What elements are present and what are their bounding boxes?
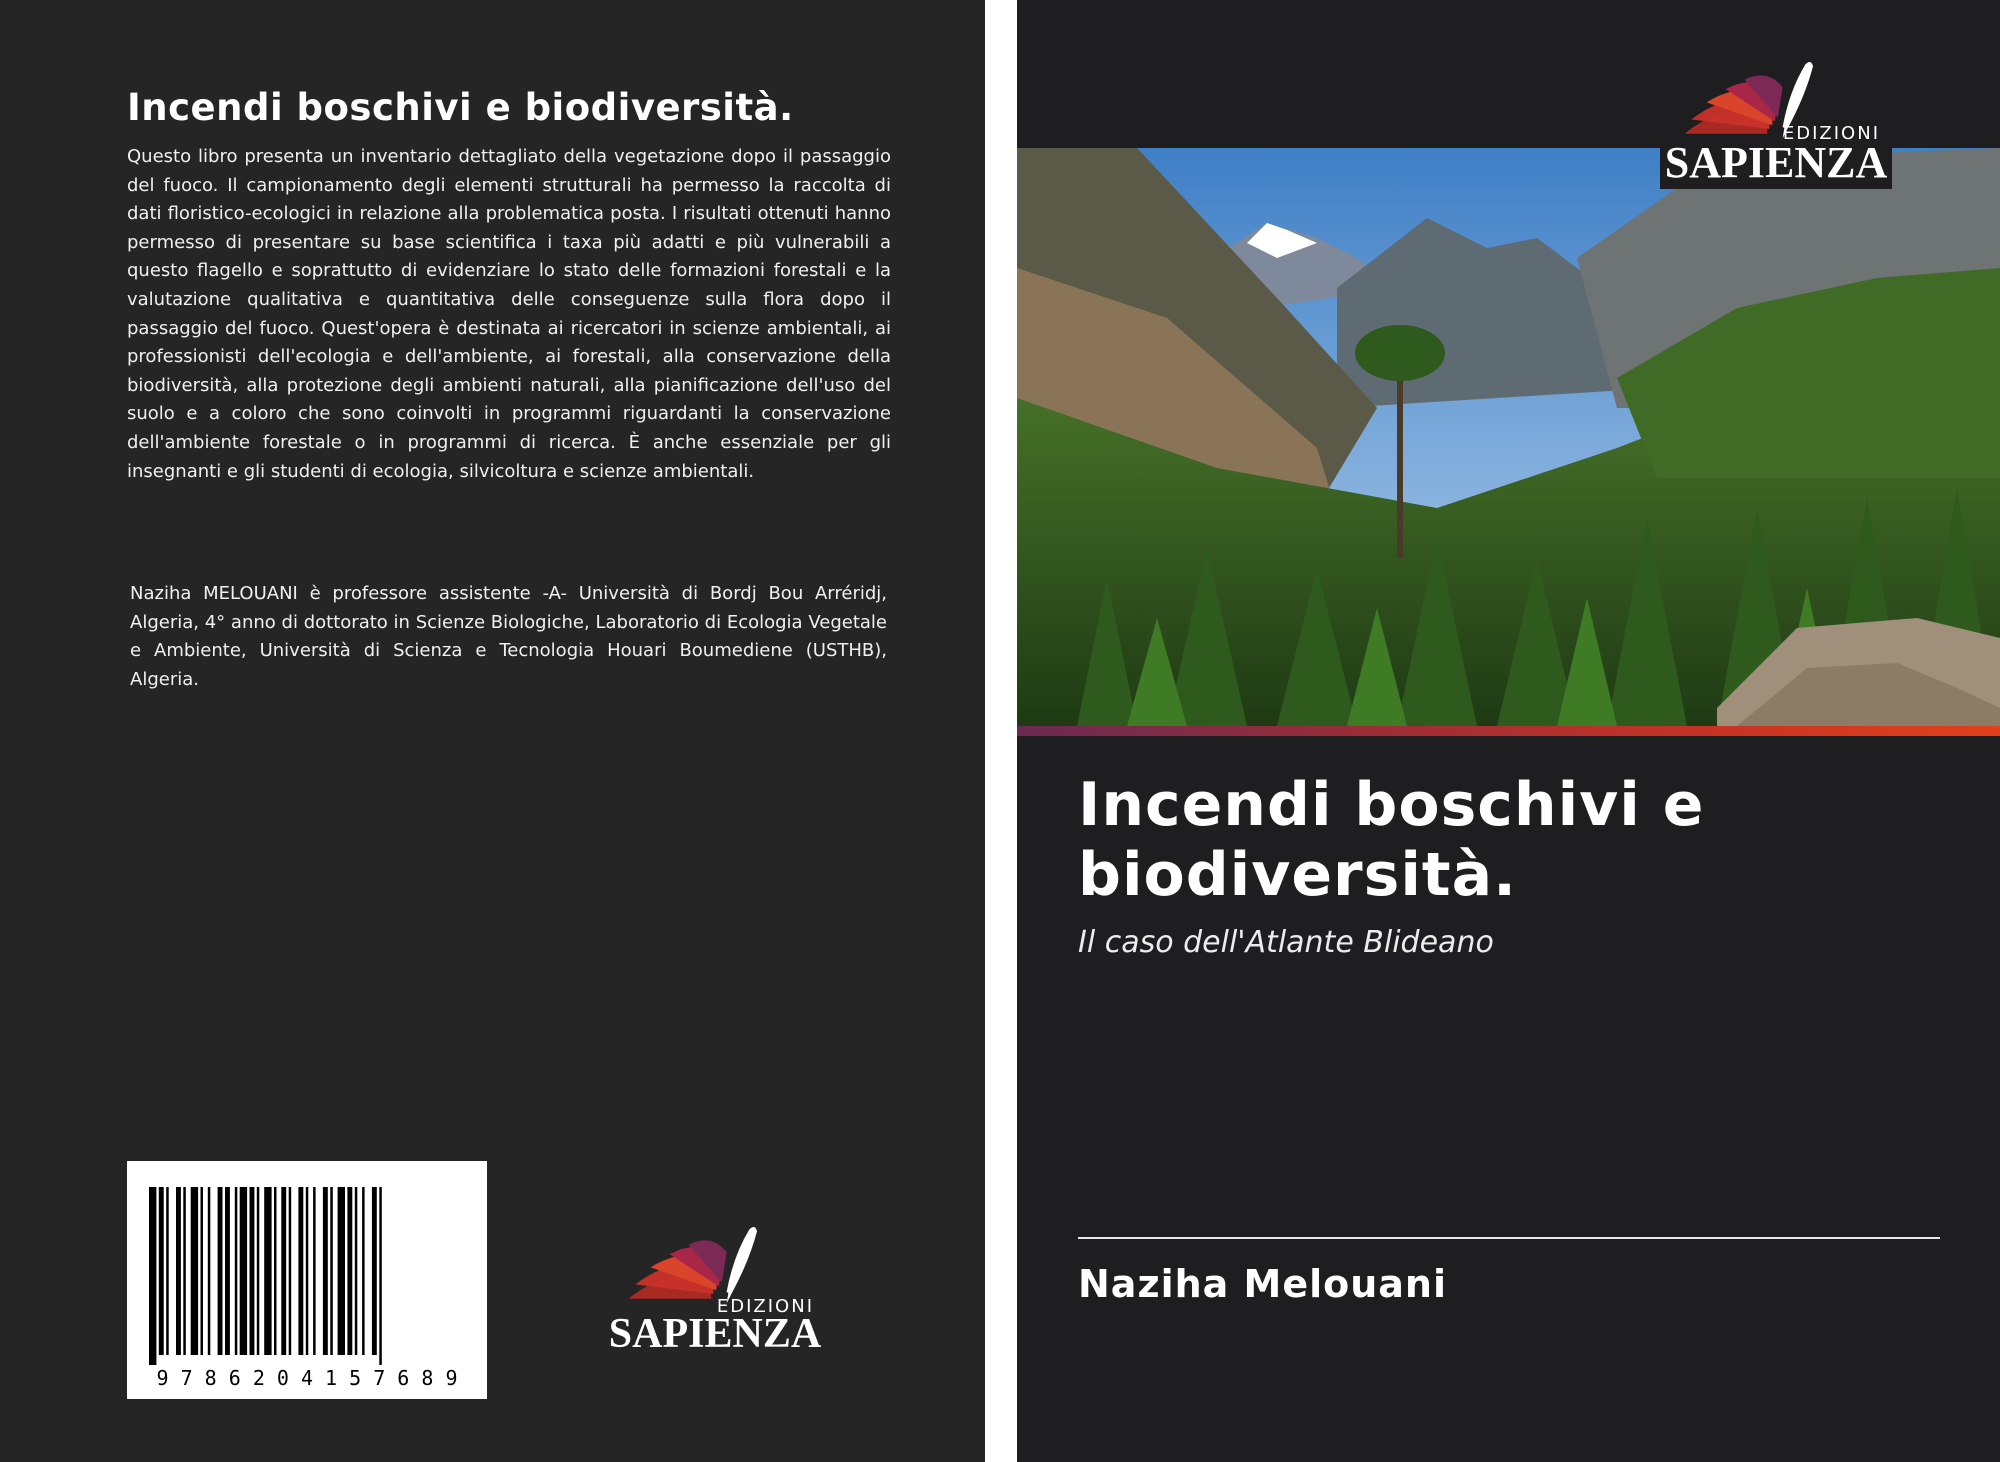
barcode-bar xyxy=(313,1187,316,1355)
barcode-bar xyxy=(347,1187,352,1355)
barcode-bar xyxy=(274,1187,277,1355)
barcode-bar xyxy=(372,1187,377,1355)
publisher-name-front: SAPIENZA xyxy=(1664,138,1888,187)
barcode-bar xyxy=(225,1187,230,1355)
barcode-bar xyxy=(281,1187,286,1355)
front-cover-title: Incendi boschivi e biodiversità. xyxy=(1078,770,1705,910)
barcode-bar xyxy=(338,1187,345,1355)
barcode-bar xyxy=(208,1187,211,1355)
barcode-bar xyxy=(235,1187,238,1355)
publisher-logo xyxy=(604,1218,826,1357)
back-cover-title: Incendi boschivi e biodiversità. xyxy=(127,86,794,129)
publisher-name: SAPIENZA xyxy=(608,1311,822,1357)
author-bio: Naziha MELOUANI è professore assistente -A- Università di Bordj Bou Arréridj, Algeria, 4° anno di dottorato in Scienze Biologiche, Laboratorio di Ecologia Vegetale e Ambiente, Università di Scienza e Tecnologia Houari Boumediene (USTHB), Algeria. xyxy=(130,583,887,690)
barcode-bar xyxy=(379,1187,382,1365)
isbn-barcode xyxy=(127,1161,487,1399)
publisher-logo-front xyxy=(1660,55,1892,189)
barcode-bar xyxy=(362,1187,365,1355)
spine-gap xyxy=(985,0,1017,1462)
barcode-bar xyxy=(191,1187,198,1355)
barcode-bar xyxy=(218,1187,223,1355)
barcode-bar xyxy=(240,1187,247,1355)
barcode-bar xyxy=(289,1187,292,1355)
barcode-bar xyxy=(355,1187,358,1355)
barcode-bar xyxy=(323,1187,328,1355)
barcode-bar xyxy=(298,1187,303,1355)
front-cover-author: Naziha Melouani xyxy=(1078,1262,1448,1306)
divider xyxy=(1078,1237,1940,1239)
front-cover-subtitle: Il caso dell'Atlante Blideano xyxy=(1078,925,1494,960)
barcode-bar xyxy=(330,1187,333,1355)
barcode-bar xyxy=(176,1187,181,1355)
publisher-label: EDIZIONI xyxy=(716,1296,814,1317)
barcode-bar xyxy=(201,1187,204,1355)
barcode-bar xyxy=(166,1187,169,1355)
barcode-bar xyxy=(257,1187,260,1355)
barcode-bar xyxy=(306,1187,309,1355)
barcode-bar xyxy=(264,1187,271,1355)
barcode-bar xyxy=(159,1187,164,1355)
cover-photo xyxy=(1017,148,2000,726)
mountain-landscape-icon xyxy=(1017,148,2000,726)
publisher-label-front: EDIZIONI xyxy=(1782,123,1880,144)
isbn-digits: 9 7 8 6 2 0 4 1 5 7 6 8 9 xyxy=(156,1366,458,1390)
back-cover-description: Questo libro presenta un inventario dettagliato della vegetazione dopo il passaggio del fuoco. Il campionamento degli elementi strutturali ha permesso la raccolta di dati floristico-ecologici in relazione alla problematica posta. I risultati ottenuti hanno permesso di presentare su base scientifica i taxa più adatti e più vulnerabili a questo flagello e soprattutto di evidenziare lo stato delle formazioni forestali e la valutazione qualitativa e quantitativa delle conseguenze sulla flora dopo il passaggio del fuoco. Quest'opera è destinata ai ricercatori in scienze ambientali, ai professionisti dell'ecologia e dell'ambiente, ai forestali, alla conservazione della biodiversità, alla protezione degli ambienti naturali, alla pianificazione dell'uso del suolo e a coloro che sono coinvolti in programmi riguardanti la conservazione dell'ambiente forestale o in programmi di ricerca. È anche essenziale per gli insegnanti e gli studenti di ecologia, silvicoltura e scienze ambientali. xyxy=(127,146,891,482)
barcode-bar xyxy=(149,1187,156,1365)
barcode-icon xyxy=(127,1161,487,1399)
barcode-bar xyxy=(250,1187,255,1355)
accent-stripe xyxy=(1017,726,2000,736)
barcode-bar xyxy=(183,1187,186,1355)
